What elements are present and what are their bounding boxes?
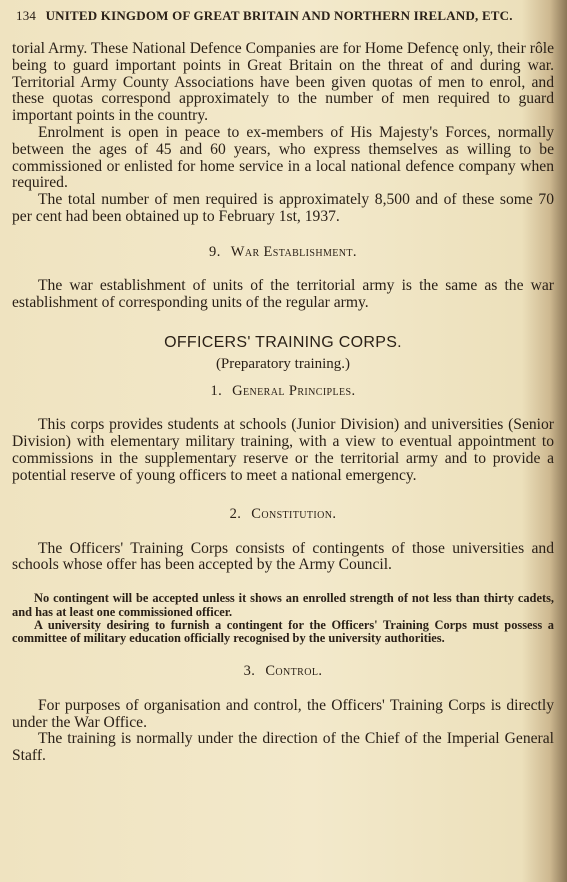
note-minimum-strength: No contingent will be accepted unless it shows an enrolled strength of not less than thirty cadets, and has at least one commissioned officer. (12, 591, 554, 619)
section-title: Control. (265, 662, 323, 679)
section-number: 1. (210, 383, 223, 400)
paragraph-general-principles: This corps provides students at schools (Junior Division) and universities (Senior Division) with elementary military training, with a view to eventual appointment to commissions in the supplementary reserve or the territorial army and to provide a potential reserve of young officers to meet a national emergency. (12, 416, 554, 484)
section-title: War Establishment. (230, 243, 357, 260)
section-number: 9. (209, 243, 221, 260)
section-title: Constitution. (251, 505, 337, 522)
section-heading-war-establishment (12, 243, 554, 261)
running-head (16, 8, 556, 24)
section-heading-control (12, 662, 554, 680)
section-number: 2. (229, 505, 242, 522)
paragraph-constitution: The Officers' Training Corps consists of contingents of those universities and schools whose offer has been accepted by the Army Council. (12, 539, 554, 574)
section-number: 3. (243, 662, 256, 679)
paragraph-training-direction: The training is normally under the direction of the Chief of the Imperial General Staff. (12, 730, 554, 765)
paragraph-enrolment: Enrolment is open in peace to ex-members of His Majesty's Forces, normally between the ages of 45 and 60 years, who express themselves as willing to be commissioned or enlisted for home service in a local national defence company when required. (12, 123, 554, 192)
paragraph-war-establishment: The war establishment of units of the territorial army is the same as the war establishment of corresponding units of the regular army. (12, 276, 554, 311)
section-heading-constitution (12, 505, 554, 523)
paragraph-control: For purposes of organisation and control, the Officers' Training Corps is directly under the War Office. (12, 696, 554, 731)
otc-title: OFFICERS' TRAINING CORPS. (164, 334, 402, 352)
page-content (12, 41, 554, 765)
paragraph-national-defence: torial Army. These National Defence Companies are for Home Defencę only, their rôle being to guard important points in Great Britain on the threat of and during war. Territorial Army County Associations have been given quotas of men to enrol, and these quotas correspond approximately to the number of men required to guard important points in the country. (12, 40, 554, 125)
section-title: General Principles. (232, 383, 356, 400)
section-heading-general-principles (12, 382, 554, 400)
note-university-committee: A university desiring to furnish a contingent for the Officers' Training Corps must possess a committee of military education officially recognised by the university authorities. (12, 617, 554, 646)
paragraph-total-men: The total number of men required is approximately 8,500 and of these some 70 per cent had been obtained up to February 1st, 1937. (12, 191, 554, 225)
page-number: 134 (16, 8, 37, 23)
otc-subtitle: (Preparatory training.) (215, 356, 351, 373)
running-head-title: UNITED KINGDOM OF GREAT BRITAIN AND NORTHERN IRELAND, ETC. (45, 8, 513, 23)
